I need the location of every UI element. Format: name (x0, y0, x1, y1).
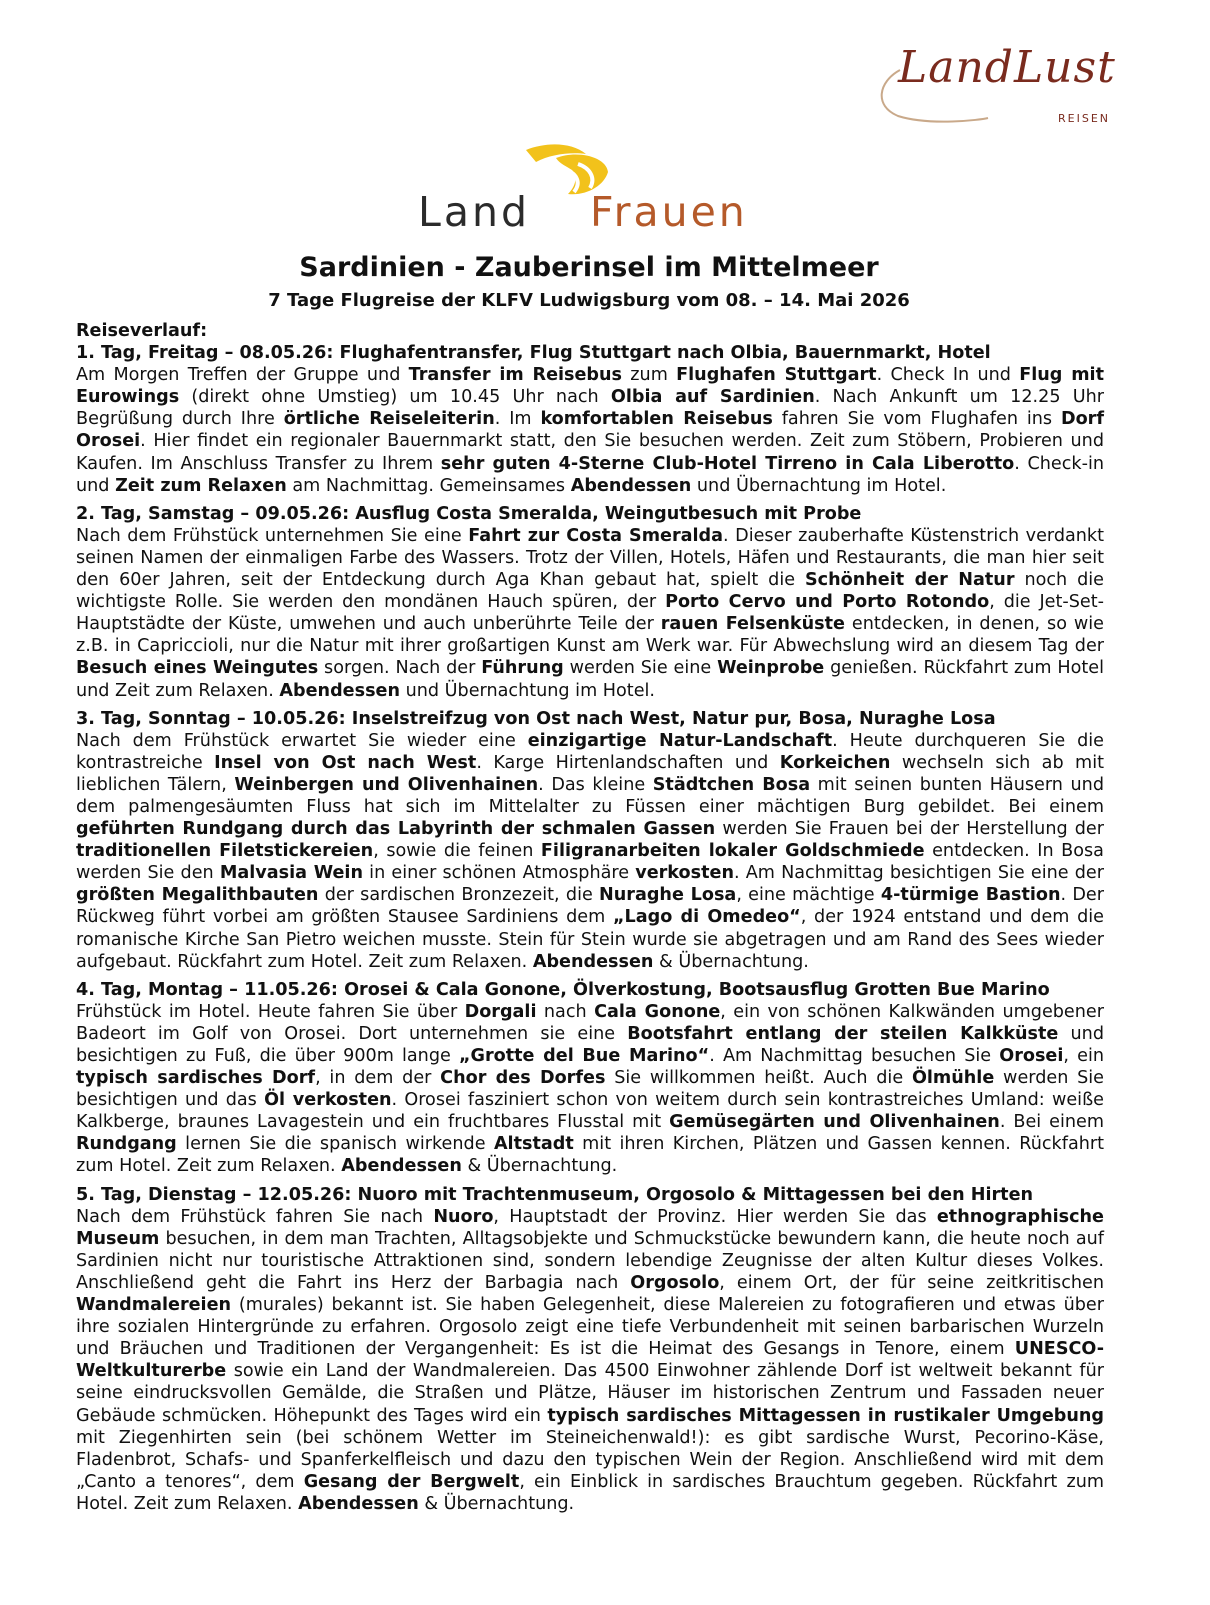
highlight-text: Orgosolo (630, 1272, 720, 1293)
highlight-text: Orosei (999, 1046, 1064, 1066)
highlight-text: Gesang der Bergwelt (303, 1471, 520, 1492)
day-4-heading: 4. Tag, Montag – 11.05.26: Orosei & Cala Gonone, Ölverkostung, Bootsausflug Grotten Bue Marino (76, 979, 1050, 1000)
highlight-text: komfortablen Reisebus (540, 409, 773, 430)
highlight-text: Weinprobe (717, 658, 825, 679)
highlight-text: Weinbergen und Olivenhainen (234, 774, 539, 795)
highlight-text: Transfer im Reisebus (408, 365, 623, 386)
day-4-text: Frühstück im Hotel. Heute fahren Sie über Dorgali nach Cala Gonone, ein von schönen Kalkwänden umgebener Badeort im Golf von Orosei. Dort unternehmen sie eine Bootsfahrt entlang der steilen Kalkküste und besichtigen zu Fuß, die über 900m lange „Grotte del Bue Marino“. Am Nachmittag besuchen Sie Orosei, ein typisch sardisches Dorf, in dem der Chor des Dorfes Sie willkommen heißt. Auch die Ölmühle werden Sie besichtigen und das Öl verkosten. Orosei fasziniert schon von weitem durch sein kontrastreiches Umland: weiße Kalkberge, braunes Lavagestein und ein fruchtbares Flusstal mit Gemüsegärten und Olivenhainen. Bei einem Rundgang lernen Sie die spanisch wirkende Altstadt mit ihren Kirchen, Plätzen und Gassen kennen. Rückfahrt zum Hotel. Zeit zum Relaxen. Abendessen & Übernachtung. (76, 1001, 1105, 1177)
day-2-heading: 2. Tag, Samstag – 09.05.26: Ausflug Costa Smeralda, Weingutbesuch mit Probe (76, 503, 862, 524)
page-title: Sardinien - Zauberinsel im Mittelmeer (299, 252, 879, 283)
highlight-text: Ölmühle (911, 1068, 995, 1089)
highlight-text: Altstadt (493, 1134, 574, 1155)
landfrauen-frauen: Frauen (590, 188, 748, 236)
highlight-text: „Lago di Omedeo“ (612, 907, 801, 928)
highlight-text: Olbia auf Sardinien (610, 387, 815, 408)
highlight-text: größten Megalithbauten (76, 885, 319, 906)
landfrauen-logo (418, 140, 778, 240)
day-1-text: Am Morgen Treffen der Gruppe und Transfer im Reisebus zum Flughafen Stuttgart. Check In und Flug mit Eurowings (direkt ohne Umstieg) um 10.45 Uhr nach Olbia auf Sardinien. Nach Ankunft um 12.25 Uhr Begrüßung durch Ihre örtliche Reiseleiterin. Im komfortablen Reisebus fahren Sie vom Flughafen ins Dorf Orosei. Hier findet ein regionaler Bauernmarkt statt, den Sie besuchen werden. Zeit zum Stöbern, Probieren und Kaufen. Im Anschluss Transfer zu Ihrem sehr guten 4-Sterne Club-Hotel Tirreno in Cala Liberotto. Check-in und Zeit zum Relaxen am Nachmittag. Gemeinsames Abendessen und Übernachtung im Hotel. (76, 365, 1105, 496)
highlight-text: Porto Cervo und Porto Rotondo (665, 592, 990, 613)
day-2-text: Nach dem Frühstück unternehmen Sie eine Fahrt zur Costa Smeralda. Dieser zauberhafte Küstenstrich verdankt seinen Namen der einmaligen Farbe des Wassers. Trotz der Villen, Hotels, Häfen und Restaurants, die man hier seit den 60er Jahren, seit der Entdeckung durch Aga Khan gebaut hat, spielt die Schönheit der Natur noch die wichtigste Rolle. Sie werden den mondänen Hauch spüren, der Porto Cervo und Porto Rotondo, die Jet-Set-Hauptstädte der Küste, umwehen und auch unberührte Teile der rauen Felsenküste entdecken, in denen, so wie z.B. in Capriccioli, nur die Natur mit ihrer großartigen Kunst am Werk war. Für Abwechslung wird an diesem Tag der Besuch eines Weingutes sorgen. Nach der Führung werden Sie eine Weinprobe genießen. Rückfahrt zum Hotel und Zeit zum Relaxen. Abendessen und Übernachtung im Hotel. (76, 525, 1105, 701)
highlight-text: Abendessen (532, 951, 654, 972)
itinerary (76, 320, 1104, 1521)
highlight-text: rauen Felsenküste (660, 614, 845, 635)
highlight-text: „Grotte del Bue Marino“ (458, 1046, 710, 1066)
highlight-text: Bootsfahrt entlang der steilen Kalkküste (627, 1023, 1059, 1044)
highlight-text: typisch sardisches Mittagessen in rustikaler Umgebung (547, 1405, 1104, 1426)
highlight-text: Cala Gonone (594, 1001, 721, 1022)
day-5-heading: 5. Tag, Dienstag – 12.05.26: Nuoro mit Trachtenmuseum, Orgosolo & Mittagessen bei den Hirten (76, 1184, 1034, 1205)
highlight-text: Chor des Dorfes (440, 1068, 606, 1089)
page-subtitle: 7 Tage Flugreise der KLFV Ludwigsburg vom 08. – 14. Mai 2026 (268, 290, 910, 311)
highlight-text: typisch sardisches Dorf (76, 1068, 316, 1089)
day-3-heading: 3. Tag, Sonntag – 10.05.26: Inselstreifzug von Ost nach West, Natur pur, Bosa, Nuraghe Losa (76, 708, 996, 729)
day-3-text: Nach dem Frühstück erwartet Sie wieder eine einzigartige Natur-Landschaft. Heute durchqueren Sie die kontrastreiche Insel von Ost nach West. Karge Hirtenlandschaften und Korkeichen wechseln sich ab mit lieblichen Tälern, Weinbergen und Olivenhainen. Das kleine Städtchen Bosa mit seinen bunten Häusern und dem palmengesäumten Fluss hat sich im Mittelalter zu Füssen einer mächtigen Burg gebildet. Bei einem geführten Rundgang durch das Labyrinth der schmalen Gassen werden Sie Frauen bei der Herstellung der traditionellen Filetstickereien, sowie die feinen Filigranarbeiten lokaler Goldschmiede entdecken. In Bosa werden Sie den Malvasia Wein in einer schönen Atmosphäre verkosten. Am Nachmittag besichtigen Sie eine der größten Megalithbauten der sardischen Bronzezeit, die Nuraghe Losa, eine mächtige 4-türmige Bastion. Der Rückweg führt vorbei am größten Stausee Sardiniens dem „Lago di Omedeo“, der 1924 entstand und dem die romanische Kirche San Pietro weichen musste. Stein für Stein wurde sie abgetragen und am Rand des Sees wieder aufgebaut. Rückfahrt zum Hotel. Zeit zum Relaxen. Abendessen & Übernachtung. (76, 730, 1104, 972)
highlight-text: Städtchen Bosa (652, 774, 811, 795)
highlight-text: Filigranarbeiten lokaler Goldschmiede (540, 841, 925, 862)
highlight-text: Korkeichen (779, 752, 891, 773)
section-label: Reiseverlauf: (76, 321, 208, 341)
highlight-text: Flughafen Stuttgart (676, 365, 877, 386)
highlight-text: Insel von Ost nach West (214, 752, 477, 773)
highlight-text: Fahrt zur Costa Smeralda (468, 525, 724, 546)
highlight-text: UNESCO-Weltkulturerbe (76, 1339, 1104, 1382)
highlight-text: ethnographische Museum (76, 1206, 1104, 1249)
highlight-text: Abendessen (298, 1493, 419, 1514)
highlight-text: Schönheit der Natur (805, 570, 1015, 591)
highlight-text: sehr guten 4-Sterne Club-Hotel Tirreno in Cala Liberotto (440, 453, 1015, 474)
highlight-text: Öl verkosten (264, 1090, 392, 1111)
highlight-text: Nuoro (433, 1206, 494, 1227)
highlight-text: Zeit zum Relaxen (115, 475, 287, 496)
highlight-text: 4-türmige Bastion (880, 885, 1061, 906)
highlight-text: einzigartige Natur-Landschaft (527, 730, 833, 751)
highlight-text: verkosten (635, 863, 734, 884)
highlight-text: Gemüsegärten und Olivenhainen (669, 1112, 1000, 1133)
landlust-wordmark: LandLust (898, 42, 1116, 93)
day-5-text: Nach dem Frühstück fahren Sie nach Nuoro, Hauptstadt der Provinz. Hier werden Sie das ethnographische Museum besuchen, in dem man Trachten, Alltagsobjekte und Schmuckstücke bewundern kann, die heute noch auf Sardinien nicht nur touristische Attraktionen sind, sondern lebendige Zeugnisse der alten Kultur dieses Volkes. Anschließend geht die Fahrt ins Herz der Barbagia nach Orgosolo, einem Ort, der für seine zeitkritischen Wandmalereien (murales) bekannt ist. Sie haben Gelegenheit, diese Malereien zu fotografieren und etwas über ihre sozialen Hintergründe zu erfahren. Orgosolo zeigt eine tiefe Verbundenheit mit seinen barbarischen Wurzeln und Bräuchen und Traditionen der Vergangenheit: Es ist die Heimat des Gesangs in Tenore, einem UNESCO-Weltkulturerbe sowie ein Land der Wandmalereien. Das 4500 Einwohner zählende Dorf ist weltweit bekannt für seine eindrucksvollen Gemälde, die Straßen und Plätze, Häuser im historischen Zentrum und Fassaden neuer Gebäude schmücken. Höhepunkt des Tages wird ein typisch sardisches Mittagessen in rustikaler Umgebung mit Ziegenhirten sein (bei schönem Wetter im Steineichenwald!): es gibt sardische Wurst, Pecorino-Käse, Fladenbrot, Schafs- und Spanferkelfleisch und dazu den typischen Wein der Region. Anschließend wird mit dem „Canto a tenores“, dem Gesang der Bergwelt, ein Einblick in sardisches Brauchtum gegeben. Rückfahrt zum Hotel. Zeit zum Relaxen. Abendessen & Übernachtung. (76, 1206, 1104, 1514)
highlight-text: Flug mit Eurowings (76, 365, 1104, 408)
highlight-text: Wandmalereien (76, 1295, 232, 1316)
highlight-text: Dorf Orosei (76, 409, 1105, 452)
highlight-text: Abendessen (570, 475, 692, 496)
highlight-text: geführten Rundgang durch das Labyrinth der schmalen Gassen (76, 819, 716, 840)
highlight-text: Führung (481, 658, 564, 679)
highlight-text: Abendessen (279, 680, 401, 701)
day-1-heading: 1. Tag, Freitag – 08.05.26: Flughafentransfer, Flug Stuttgart nach Olbia, Bauernmarkt, Hotel (76, 343, 991, 364)
landlust-logo (870, 40, 1130, 140)
highlight-text: Malvasia Wein (219, 863, 363, 884)
landfrauen-land: Land (418, 188, 530, 236)
highlight-text: örtliche Reiseleiterin (283, 409, 495, 430)
highlight-text: Abendessen (341, 1156, 462, 1177)
landlust-subtitle: REISEN (1058, 112, 1110, 125)
highlight-text: Dorgali (464, 1001, 537, 1022)
highlight-text: Nuraghe Losa (599, 885, 737, 906)
highlight-text: traditionellen Filetstickereien (76, 841, 374, 862)
highlight-text: Rundgang (76, 1134, 177, 1155)
highlight-text: Besuch eines Weingutes (76, 658, 319, 679)
